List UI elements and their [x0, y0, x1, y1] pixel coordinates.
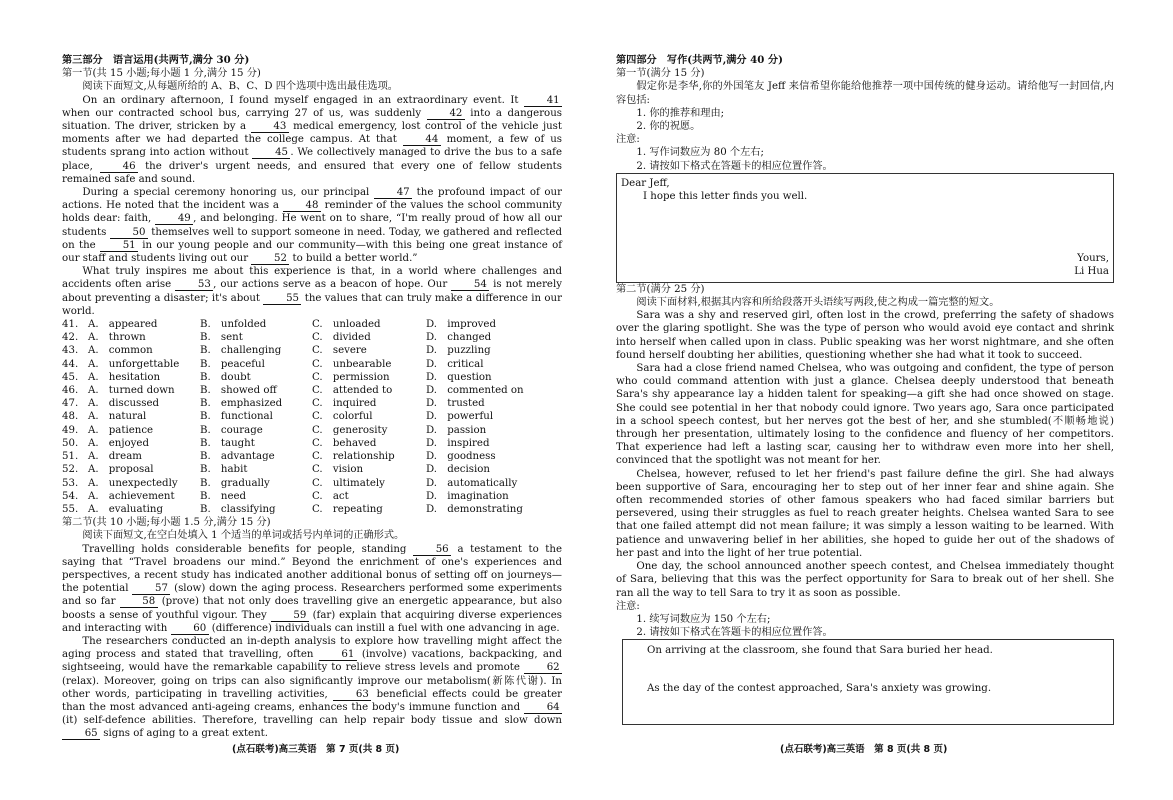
writing-sec2-title: 第二节(满分 25 分): [616, 283, 705, 295]
text-run: the driver's urgent needs, and ensured that every one of fellow students remained safe and sound.: [62, 160, 562, 185]
option-d: D. powerful: [426, 411, 494, 423]
option-d: D. passion: [426, 424, 487, 436]
point-2: 2. 你的祝愿。: [636, 121, 701, 133]
option-d: D. trusted: [426, 398, 485, 410]
text-run: when our contracted school bus, carrying 27 of us, was suddenly: [62, 107, 427, 119]
text-run: (far) explain that acquiring diverse experiences and interacting with: [62, 609, 562, 634]
cloze-paragraph-2: [62, 186, 562, 265]
cloze-paragraph-1: [62, 94, 562, 186]
text-run: reminder of the values the school community holds dear: faith,: [62, 200, 562, 225]
option-c: C. behaved: [312, 437, 377, 449]
continuation-box: [622, 639, 1114, 725]
sec1-instruction: 阅读下面短文,从每题所给的 A、B、C、D 四个选项中选出最佳选项。: [82, 81, 398, 93]
option-b: B. functional: [200, 411, 273, 423]
writing-sec2-instruction: 阅读下面材料,根据其内容和所给段落开头语续写两段,使之构成一篇完整的短文。: [636, 297, 1000, 309]
blank-50: 50: [110, 227, 148, 239]
option-row: [62, 344, 562, 357]
question-number: 54.: [62, 490, 79, 502]
note-2-2: 2. 请按如下格式在答题卡的相应位置作答。: [636, 627, 833, 639]
option-row: [62, 358, 562, 371]
sec1-title: 第一节(共 15 小题;每小题 1 分,满分 15 分): [62, 68, 261, 80]
writing-sec1-title: 第一节(满分 15 分): [616, 68, 705, 80]
point-1: 1. 你的推荐和理由;: [636, 107, 725, 119]
option-d: D. goodness: [426, 451, 496, 463]
grammar-paragraph-1: [62, 543, 562, 635]
option-row: [62, 410, 562, 423]
blank-48: 48: [283, 200, 321, 212]
option-c: C. relationship: [312, 451, 395, 463]
blank-41: 41: [524, 95, 562, 107]
question-number: 52.: [62, 464, 79, 476]
option-a: A. turned down: [88, 385, 175, 397]
letter-greeting: Dear Jeff,: [621, 177, 670, 189]
option-a: A. common: [88, 345, 153, 357]
option-a: A. enjoyed: [88, 437, 149, 449]
option-row: [62, 503, 562, 516]
letter-signature: Li Hua: [1074, 265, 1109, 277]
text-run: (involve) vacations, backpacking, and sightseeing, would have the remarkable capability to relieve stress levels and promote: [62, 649, 563, 674]
option-c: C. severe: [312, 345, 367, 357]
option-row: [62, 463, 562, 476]
text-run: , and belonging. He went on to share, “I'm really proud of how all our students: [62, 213, 563, 238]
option-c: C. inquired: [312, 398, 377, 410]
option-b: B. peaceful: [200, 358, 265, 370]
text-run: medical emergency, lost control of the vehicle just moments after we had departed the college campus. At that: [62, 121, 562, 146]
blank-61: 61: [319, 649, 357, 661]
option-b: B. showed off: [200, 385, 277, 397]
option-row: [62, 371, 562, 384]
text-run: to build a better world.”: [289, 253, 418, 265]
blank-43: 43: [251, 121, 289, 133]
sec2-instruction: 阅读下面短文,在空白处填入 1 个适当的单词或括号内单词的正确形式。: [82, 530, 405, 542]
text-run: signs of aging to a great extent.: [100, 728, 268, 740]
option-c: C. unloaded: [312, 319, 381, 331]
question-number: 44.: [62, 358, 79, 370]
text-run: (prove) that not only does travelling give an energetic appearance, but also boosts a sense of youthful vigour. They: [62, 596, 562, 621]
text-run: During a special ceremony honoring us, our principal: [82, 187, 374, 199]
option-c: C. vision: [312, 464, 364, 476]
question-number: 46.: [62, 385, 79, 397]
option-d: D. decision: [426, 464, 490, 476]
blank-58: 58: [120, 596, 158, 608]
note-label-2: 注意:: [616, 600, 640, 612]
option-a: A. achievement: [88, 490, 175, 502]
option-a: A. patience: [88, 424, 154, 436]
blank-63: 63: [333, 689, 371, 701]
option-d: D. automatically: [426, 477, 518, 489]
text-run: On an ordinary afternoon, I found myself engaged in an extraordinary event. It: [82, 94, 524, 106]
option-d: D. improved: [426, 319, 496, 331]
letter-box: [616, 173, 1114, 283]
text-run: beneficial effects could be greater than the most advanced anti-ageing creams, enhances the body's immune function and: [62, 688, 562, 713]
grammar-paragraph-2: [62, 635, 562, 741]
blank-64: 64: [524, 702, 562, 714]
option-a: A. proposal: [88, 464, 154, 476]
text-run: (relax). Moreover, going on trips can also significantly improve our metabolism(新陈代谢). In other words, participating in travelling activities,: [62, 675, 562, 700]
option-d: D. question: [426, 371, 492, 383]
question-number: 55.: [62, 503, 79, 515]
option-c: C. generosity: [312, 424, 388, 436]
question-number: 50.: [62, 437, 79, 449]
option-d: D. inspired: [426, 437, 490, 449]
option-d: D. changed: [426, 332, 492, 344]
continuation-opener-1: On arriving at the classroom, she found that Sara buried her head.: [647, 645, 993, 657]
blank-57: 57: [132, 583, 170, 595]
options-table: [62, 318, 562, 516]
text-run: is not merely about preventing a disaster; it's about: [62, 279, 562, 304]
blank-46: 46: [100, 161, 138, 173]
option-a: A. thrown: [88, 332, 146, 344]
option-c: C. permission: [312, 371, 390, 383]
blank-52: 52: [251, 253, 289, 265]
option-c: C. colorful: [312, 411, 373, 423]
story-paragraph-1: Sara was a shy and reserved girl, often lost in the crowd, preferring the safety of shadows over the glaring spotlight. She was the type of person who would avoid eye contact and shrink into herself when called upon in class. Public speaking was her worst nightmare, and she often found herself doubting her abilities, questioning whether she had what it took to succeed.: [616, 310, 1114, 361]
question-number: 53.: [62, 477, 79, 489]
question-number: 48.: [62, 411, 79, 423]
option-c: C. ultimately: [312, 477, 385, 489]
question-number: 45.: [62, 371, 79, 383]
text-run: the values that can truly make a difference in our world.: [62, 292, 562, 317]
text-run: themselves well to support someone in need. Today, we gathered and reflected on the: [62, 226, 562, 251]
question-number: 51.: [62, 451, 79, 463]
option-c: C. act: [312, 490, 349, 502]
text-run: What truly inspires me about this experience is that, in a world where challenges and accidents often arise: [62, 266, 562, 291]
text-run: (slow) down the aging process. Researchers performed some experiments and so far: [62, 583, 562, 608]
option-b: B. need: [200, 490, 247, 502]
sec2-title: 第二节(共 10 小题;每小题 1.5 分,满分 15 分): [62, 517, 271, 529]
option-a: A. unforgettable: [88, 358, 180, 370]
option-b: B. challenging: [200, 345, 282, 357]
option-b: B. sent: [200, 332, 243, 344]
text-run: (difference) individuals can instill a fuel with one advancing in age.: [208, 622, 560, 634]
story-paragraph-2: Sara had a close friend named Chelsea, who was outgoing and confident, the type of person who could command attention with just a glance. Chelsea deeply understood that beneath Sara's shy appearance lay a hidden talent for speaking—a gift she had once showed on stage. She could see potential in her that nobody could ignore. Two years ago, Sara once participated in a school speech contest, but her nerves got the best of her, and she stumbled(不顺畅地说) through her presentation, ultimately losing to the confidence and fluency of her competitors. That experience had left a lasting scar, causing her to withdraw even more into her shell, convinced that the spotlight was not meant for her.: [616, 363, 1114, 467]
text-run: the profound impact of our actions. He noted that the incident was a: [62, 187, 562, 212]
note-2-1: 1. 续写词数应为 150 个左右;: [636, 613, 771, 625]
option-b: B. habit: [200, 464, 248, 476]
text-run: a testament to the saying that “Travel broadens our mind.” Beyond the enrichment of one's experiences and perspectives, a recent study has indicated another additional bonus of setting off on journeys—the potential: [62, 543, 562, 595]
option-d: D. critical: [426, 358, 484, 370]
left-page: [62, 54, 562, 741]
option-b: B. doubt: [200, 371, 251, 383]
note-label-1: 注意:: [616, 134, 640, 146]
text-run: Travelling holds considerable benefits for people, standing: [82, 543, 413, 555]
text-run: , our actions serve as a beacon of hope. Our: [213, 279, 452, 291]
blank-55: 55: [263, 293, 301, 305]
text-run: in our young people and our community—with this being one great instance of our staff and students living out our: [62, 239, 562, 265]
option-d: D. imagination: [426, 490, 509, 502]
option-row: [62, 477, 562, 490]
question-number: 47.: [62, 398, 79, 410]
writing-sec1-instruction: 假定你是李华,你的外国笔友 Jeff 来信希望你能给他推荐一项中国传统的健身运动。请给他写一封回信,内容包括:: [616, 81, 1114, 106]
blank-59: 59: [271, 610, 309, 622]
option-b: B. advantage: [200, 451, 275, 463]
part4-title: 第四部分 写作(共两节,满分 40 分): [616, 54, 783, 66]
option-a: A. discussed: [88, 398, 160, 410]
footer-page-7: (点石联考)高三英语 第 7 页(共 8 页): [232, 744, 400, 755]
blank-56: 56: [413, 544, 451, 556]
story-paragraph-4: One day, the school announced another speech contest, and Chelsea immediately thought of Sara, believing that this was the perfect opportunity for Sara to break out of her shell. She ran all the way to tell Sara to try it as soon as possible.: [616, 561, 1114, 599]
right-page: [616, 54, 1114, 725]
option-row: [62, 397, 562, 410]
option-b: B. courage: [200, 424, 263, 436]
option-b: B. unfolded: [200, 319, 267, 331]
letter-opening-line: I hope this letter finds you well.: [643, 191, 808, 203]
question-number: 43.: [62, 345, 79, 357]
question-number: 41.: [62, 319, 79, 331]
option-row: [62, 384, 562, 397]
blank-42: 42: [427, 108, 465, 120]
blank-65: 65: [62, 728, 100, 740]
option-row: [62, 424, 562, 437]
option-row: [62, 331, 562, 344]
option-row: [62, 490, 562, 503]
option-c: C. unbearable: [312, 358, 392, 370]
option-a: A. hesitation: [88, 371, 161, 383]
blank-49: 49: [155, 213, 193, 225]
blank-60: 60: [171, 623, 209, 635]
blank-47: 47: [374, 187, 412, 199]
option-b: B. classifying: [200, 503, 276, 515]
option-d: D. puzzling: [426, 345, 491, 357]
text-run: (it) self-defence abilities. Therefore, travelling can help repair body tissue and slow down: [62, 715, 562, 727]
option-a: A. dream: [88, 451, 142, 463]
blank-45: 45: [252, 147, 290, 159]
text-run: The researchers conducted an in-depth analysis to explore how travelling might affect the aging process and stated that travelling, often: [62, 635, 562, 661]
text-run: moment, a few of us students sprang into action without: [62, 134, 563, 159]
option-row: [62, 318, 562, 331]
letter-close: Yours,: [1077, 252, 1109, 264]
option-b: B. gradually: [200, 477, 270, 489]
blank-62: 62: [524, 662, 562, 674]
question-number: 49.: [62, 424, 79, 436]
text-run: into a dangerous situation. The driver, stricken by a: [62, 107, 562, 133]
option-a: A. appeared: [88, 319, 158, 331]
option-b: B. emphasized: [200, 398, 283, 410]
option-c: C. attended to: [312, 385, 393, 397]
story-paragraph-3: Chelsea, however, refused to let her friend's past failure define the girl. She had always been supportive of Sara, encouraging her to step out of her inner fear and shine again. She often recommended stories of other famous speakers who had faced similar barriers but persevered, using their struggles as fuel to reach greater heights. Chelsea wanted Sara to see that one failed attempt did not mean failure; it was simply a lesson waiting to be learned. With patience and unwavering belief in her abilities, she hoped to guide her out of the shadows of her past and into the light of her true potential.: [616, 468, 1114, 559]
option-d: D. demonstrating: [426, 503, 523, 515]
blank-54: 54: [451, 279, 489, 291]
question-number: 42.: [62, 332, 79, 344]
note-1-1: 1. 写作词数应为 80 个左右;: [636, 147, 764, 159]
footer-page-8: (点石联考)高三英语 第 8 页(共 8 页): [780, 744, 948, 755]
option-row: [62, 437, 562, 450]
option-a: A. evaluating: [88, 503, 163, 515]
option-c: C. repeating: [312, 503, 383, 515]
continuation-opener-2: As the day of the contest approached, Sara's anxiety was growing.: [647, 682, 992, 694]
option-a: A. natural: [88, 411, 147, 423]
blank-44: 44: [403, 134, 441, 146]
option-d: D. commented on: [426, 385, 524, 397]
option-row: [62, 450, 562, 463]
option-a: A. unexpectedly: [88, 477, 178, 489]
text-run: . We collectively managed to drive the bus to a safe place,: [62, 147, 562, 172]
cloze-paragraph-3: [62, 265, 562, 318]
blank-53: 53: [175, 279, 213, 291]
note-1-2: 2. 请按如下格式在答题卡的相应位置作答。: [636, 160, 833, 172]
part3-title: 第三部分 语言运用(共两节,满分 30 分): [62, 54, 250, 66]
blank-51: 51: [100, 240, 138, 252]
option-b: B. taught: [200, 437, 255, 449]
option-c: C. divided: [312, 332, 371, 344]
